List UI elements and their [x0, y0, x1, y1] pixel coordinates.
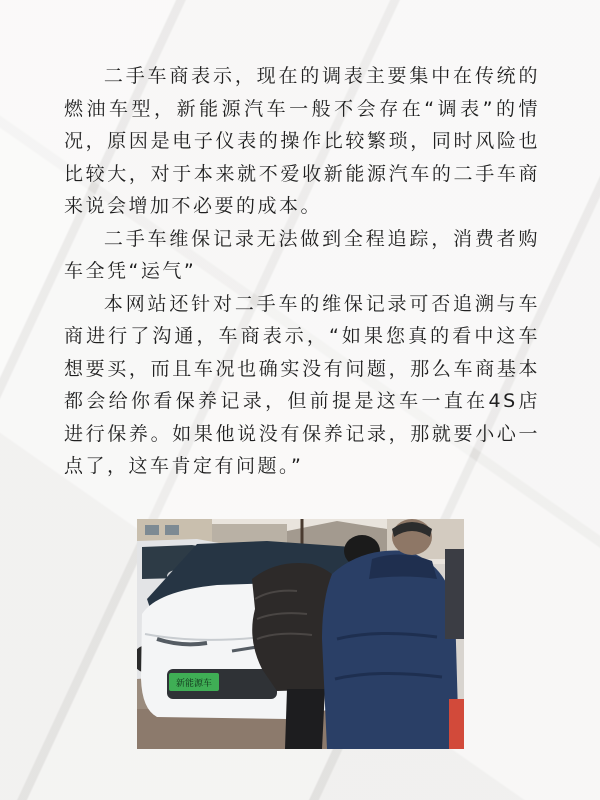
paragraph-3: 本网站还针对二手车的维保记录可否追溯与车商进行了沟通，车商表示，“如果您真的看中这车想要买，而且车况也确实没有问题，那么车商基本都会给你看保养记录，但前提是这车一直在4S店进行保养。如果他说没有保养记录，那就要小心一点了，这车肯定有问题。”: [64, 292, 540, 477]
person-blue-jacket: [322, 550, 459, 749]
car-inspection-photo: [137, 519, 464, 749]
article-body: [64, 60, 540, 483]
person-right-edge: [445, 549, 464, 639]
photo-illustration: [137, 519, 464, 749]
paragraph-2: 二手车维保记录无法做到全程追踪，消费者购车全凭“运气”: [64, 227, 540, 282]
paragraph-1: 二手车商表示，现在的调表主要集中在传统的燃油车型，新能源汽车一般不会存在“调表”的情况，原因是电子仪表的操作比较繁琐，同时风险也比较大，对于本来就不爱收新能源汽车的二手车商来说会增加不必要的成本。: [64, 65, 540, 217]
person-legs: [285, 689, 325, 749]
plate-text: 新能源车: [175, 679, 213, 689]
red-object: [449, 699, 464, 749]
